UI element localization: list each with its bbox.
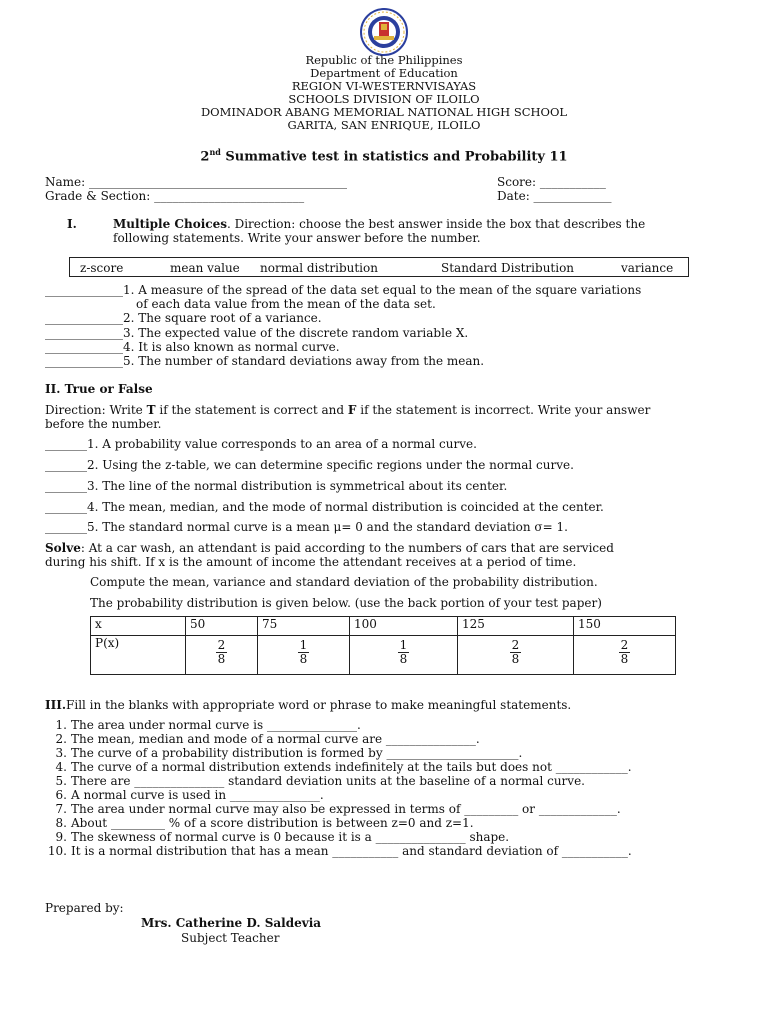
section1-numeral: I. bbox=[67, 217, 77, 231]
table-cell-px bbox=[350, 636, 458, 675]
test-title: 2nd Summative test in statistics and Probability 11 bbox=[200, 147, 568, 165]
date-field: Date: _____________ bbox=[497, 189, 612, 203]
section2-heading: II. True or False bbox=[45, 382, 153, 396]
mc-item: _____________5. The number of standard deviations away from the mean. bbox=[45, 354, 485, 368]
name-field: Name: ___________________________________________ bbox=[45, 175, 347, 189]
tf-item: _______5. The standard normal curve is a mean μ= 0 and the standard deviation σ= 1. bbox=[45, 520, 568, 534]
section2-direction: Direction: Write T if the statement is correct and F if the statement is incorrect. Write your answer bbox=[45, 403, 651, 417]
solve-instruction: The probability distribution is given below. (use the back portion of your test paper) bbox=[90, 596, 602, 610]
list-item: 6. A normal curve is used in _______________. bbox=[55, 788, 324, 802]
fraction: $\frac{2}{8}$ bbox=[620, 638, 629, 666]
teacher-role: Subject Teacher bbox=[181, 931, 280, 945]
section3-heading: III.Fill in the blanks with appropriate word or phrase to make meaningful statements. bbox=[45, 698, 572, 712]
list-item: 10. It is a normal distribution that has a mean ___________ and standard deviation of ___________. bbox=[47, 844, 632, 858]
teacher-name: Mrs. Catherine D. Saldevia bbox=[141, 916, 322, 930]
mc-item: _____________4. It is also known as normal curve. bbox=[45, 340, 340, 354]
section2-direction-cont: before the number. bbox=[45, 417, 162, 431]
mc-item: _____________1. A measure of the spread of the data set equal to the mean of the square variations bbox=[45, 283, 642, 297]
score-field: Score: ___________ bbox=[497, 175, 606, 189]
fraction: $\frac{1}{8}$ bbox=[399, 638, 408, 666]
table-header-x: x bbox=[91, 617, 186, 636]
list-item: 1. The area under normal curve is _______________. bbox=[55, 718, 361, 732]
probability-distribution-table bbox=[90, 616, 676, 675]
deped-seal-icon bbox=[348, 8, 420, 56]
header-line: REGION VI-WESTERNVISAYAS bbox=[291, 79, 477, 93]
tf-item: _______3. The line of the normal distribution is symmetrical about its center. bbox=[45, 479, 508, 493]
solve-problem-cont: during his shift. If x is the amount of income the attendant receives at a period of time. bbox=[45, 555, 577, 569]
word-bank-item: Standard Distribution bbox=[441, 261, 575, 275]
word-bank-item: normal distribution bbox=[260, 261, 378, 275]
table-cell-x: 150 bbox=[574, 617, 676, 636]
mc-item: _____________3. The expected value of the discrete random variable X. bbox=[45, 326, 469, 340]
list-item: 9. The skewness of normal curve is 0 because it is a _______________ shape. bbox=[55, 830, 510, 844]
section1-direction: Multiple Choices. Direction: choose the best answer inside the box that describes the bbox=[113, 217, 646, 231]
list-item: 4. The curve of a normal distribution extends indefinitely at the tails but does not ____________. bbox=[55, 760, 632, 774]
fraction: $\frac{2}{8}$ bbox=[217, 638, 226, 666]
table-cell-x: 100 bbox=[350, 617, 458, 636]
solve-problem: Solve: At a car wash, an attendant is paid according to the numbers of cars that are serviced bbox=[45, 541, 614, 555]
tf-item: _______4. The mean, median, and the mode of normal distribution is coincided at the center. bbox=[45, 500, 604, 514]
tf-item: _______1. A probability value corresponds to an area of a normal curve. bbox=[45, 437, 477, 451]
list-item: 8. About _________ % of a score distribution is between z=0 and z=1. bbox=[55, 816, 474, 830]
header-line: GARITA, SAN ENRIQUE, ILOILO bbox=[287, 118, 481, 132]
table-header-px: P(x) bbox=[91, 636, 186, 675]
header-line: SCHOOLS DIVISION OF ILOILO bbox=[288, 92, 480, 106]
list-item: 2. The mean, median and mode of a normal curve are _______________. bbox=[55, 732, 480, 746]
word-bank-item: variance bbox=[621, 261, 674, 275]
school-header bbox=[0, 54, 768, 132]
header-line: Republic of the Philippines bbox=[305, 53, 463, 67]
mc-item: _____________2. The square root of a variance. bbox=[45, 311, 322, 325]
fraction: $\frac{2}{8}$ bbox=[511, 638, 520, 666]
list-item: 5. There are _______________ standard deviation units at the baseline of a normal curve. bbox=[55, 774, 585, 788]
table-cell-x: 125 bbox=[458, 617, 574, 636]
table-row bbox=[91, 636, 676, 675]
word-bank-item: mean value bbox=[170, 261, 240, 275]
table-cell-x: 75 bbox=[258, 617, 350, 636]
table-row bbox=[91, 617, 676, 636]
prepared-by-label: Prepared by: bbox=[45, 901, 124, 915]
header-line: DOMINADOR ABANG MEMORIAL NATIONAL HIGH SCHOOL bbox=[200, 105, 568, 119]
solve-instruction: Compute the mean, variance and standard deviation of the probability distribution. bbox=[90, 575, 598, 589]
word-bank-item: z-score bbox=[80, 261, 124, 275]
table-cell-px bbox=[574, 636, 676, 675]
table-cell-px bbox=[458, 636, 574, 675]
list-item: 7. The area under normal curve may also be expressed in terms of _________ or _____________. bbox=[55, 802, 621, 816]
header-line: Department of Education bbox=[310, 66, 458, 80]
word-bank-box bbox=[69, 257, 689, 277]
section1-direction-cont: following statements. Write your answer before the number. bbox=[113, 231, 481, 245]
fraction: $\frac{1}{8}$ bbox=[299, 638, 308, 666]
table-cell-px bbox=[186, 636, 258, 675]
grade-section-field: Grade & Section: _________________________ bbox=[45, 189, 305, 203]
mc-item-cont: of each data value from the mean of the data set. bbox=[136, 297, 436, 311]
tf-item: _______2. Using the z-table, we can determine specific regions under the normal curve. bbox=[45, 458, 574, 472]
fill-in-list bbox=[45, 718, 632, 858]
list-item: 3. The curve of a probability distribution is formed by ______________________. bbox=[55, 746, 523, 760]
table-cell-x: 50 bbox=[186, 617, 258, 636]
table-cell-px bbox=[258, 636, 350, 675]
